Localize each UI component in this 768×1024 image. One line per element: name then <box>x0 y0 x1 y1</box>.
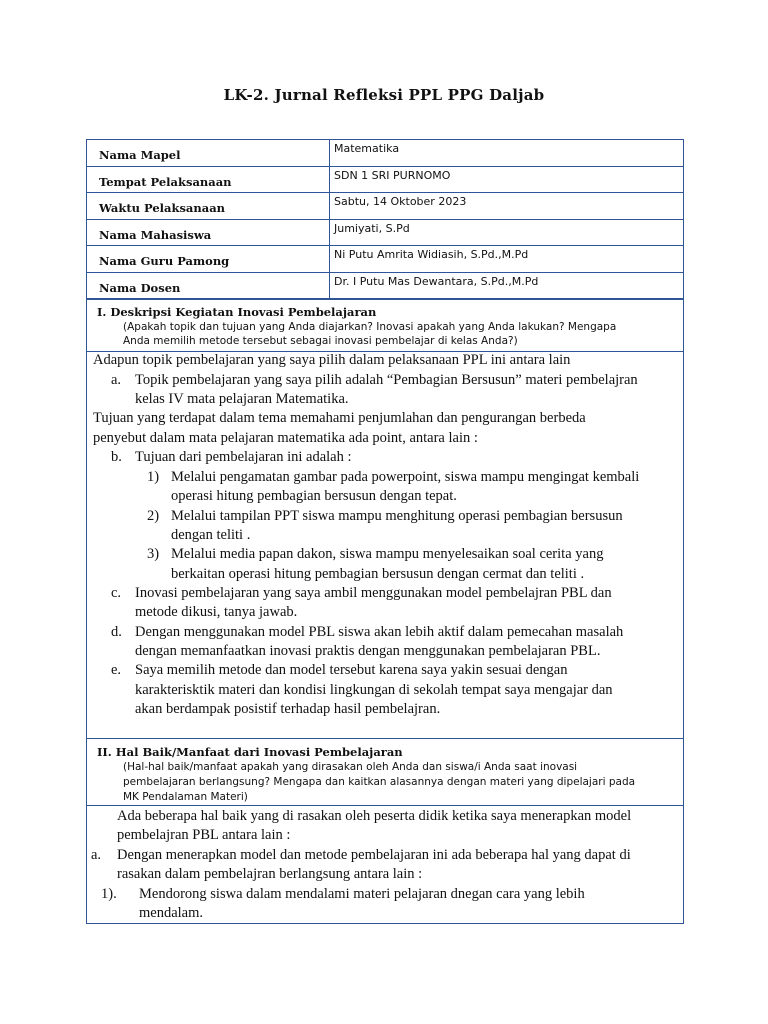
list-item-line: operasi hitung pembagian bersusun dengan tepat. <box>171 488 457 504</box>
info-row <box>87 193 684 220</box>
info-label: Waktu Pelaksanaan <box>87 193 330 220</box>
list-item-line: Melalui tampilan PPT siswa mampu menghitung operasi pembagian bersusun <box>171 508 623 524</box>
list-marker: c. <box>111 585 122 601</box>
section2-body <box>86 805 684 924</box>
info-value: Matematika <box>330 140 684 167</box>
list-item-line: metode dikusi, tanya jawab. <box>135 604 298 620</box>
info-label: Nama Mapel <box>87 140 330 167</box>
list-item-line: Mendorong siswa dalam mendalami materi pelajaran dnegan cara yang lebih <box>139 886 585 902</box>
list-marker: a. <box>111 372 122 388</box>
paragraph-line: Tujuan yang terdapat dalam tema memahami penjumlahan dan pengurangan berbeda <box>93 410 586 426</box>
section1-note-line: Anda memilih metode tersebut sebagai inovasi pembelajar di kelas Anda?) <box>123 335 518 347</box>
list-marker: 1). <box>101 886 117 902</box>
section1-heading: I. Deskripsi Kegiatan Inovasi Pembelajaran <box>97 305 377 319</box>
list-marker: e. <box>111 662 122 678</box>
list-marker: a. <box>91 847 102 863</box>
list-item-line: Tujuan dari pembelajaran ini adalah : <box>135 449 352 465</box>
list-item-line: Saya memilih metode dan model tersebut karena saya yakin sesuai dengan <box>135 662 568 678</box>
section2-note-line: (Hal-hal baik/manfaat apakah yang dirasakan oleh Anda dan siswa/i Anda saat inovasi <box>123 761 578 773</box>
list-item-line: kelas IV mata pelajaran Matematika. <box>135 391 349 407</box>
section1-note-line: (Apakah topik dan tujuan yang Anda diajarkan? Inovasi apakah yang Anda lakukan? Mengapa <box>123 321 617 333</box>
list-marker: d. <box>111 624 122 640</box>
list-item-line: akan berdampak posistif terhadap hasil pembelajran. <box>135 701 441 717</box>
info-value: Jumiyati, S.Pd <box>330 219 684 246</box>
info-table <box>86 139 684 299</box>
info-row <box>87 166 684 193</box>
info-label: Tempat Pelaksanaan <box>87 166 330 193</box>
list-item-line: mendalam. <box>139 905 204 921</box>
section1-header <box>86 299 684 352</box>
list-item-line: Melalui pengamatan gambar pada powerpoint, siswa mampu mengingat kembali <box>171 469 640 485</box>
info-label: Nama Dosen <box>87 272 330 299</box>
list-item-line: dengan memanfaatkan inovasi praktis dengan menggunakan pembelajaran PBL. <box>135 643 601 659</box>
info-value: Dr. I Putu Mas Dewantara, S.Pd.,M.Pd <box>330 272 684 299</box>
section2-header <box>86 738 684 806</box>
list-item-line: berkaitan operasi hitung pembagian bersusun dengan cermat dan teliti . <box>171 566 585 582</box>
list-item-line: karakterisktik materi dan kondisi lingkungan di sekolah tempat saya mengajar dan <box>135 682 613 698</box>
list-marker: b. <box>111 449 122 465</box>
section2-note-line: MK Pendalaman Materi) <box>123 791 248 803</box>
list-marker: 1) <box>147 469 160 485</box>
info-row <box>87 219 684 246</box>
section1-body <box>86 351 684 739</box>
list-item-line: Dengan menerapkan model dan metode pembelajaran ini ada beberapa hal yang dapat di <box>117 847 631 863</box>
info-row <box>87 246 684 273</box>
paragraph-line: penyebut dalam mata pelajaran matematika ada point, antara lain : <box>93 430 478 446</box>
info-row <box>87 272 684 299</box>
list-item-line: dengan teliti . <box>171 527 251 543</box>
info-label: Nama Guru Pamong <box>87 246 330 273</box>
info-value: Sabtu, 14 Oktober 2023 <box>330 193 684 220</box>
paragraph-line: pembelajran PBL antara lain : <box>117 827 291 843</box>
info-value: Ni Putu Amrita Widiasih, S.Pd.,M.Pd <box>330 246 684 273</box>
list-item-line: Melalui media papan dakon, siswa mampu menyelesaikan soal cerita yang <box>171 546 604 562</box>
section2-heading: II. Hal Baik/Manfaat dari Inovasi Pembelajaran <box>97 745 403 759</box>
list-item-line: rasakan dalam pembelajran berlangsung antara lain : <box>117 866 423 882</box>
list-item-line: Dengan menggunakan model PBL siswa akan lebih aktif dalam pemecahan masalah <box>135 624 624 640</box>
list-item-line: Topik pembelajaran yang saya pilih adalah “Pembagian Bersusun” materi pembelajran <box>135 372 638 388</box>
section1-intro: Adapun topik pembelajaran yang saya pilih dalam pelaksanaan PPL ini antara lain <box>93 352 571 368</box>
info-value: SDN 1 SRI PURNOMO <box>330 166 684 193</box>
paragraph-line: Ada beberapa hal baik yang di rasakan oleh peserta didik ketika saya menerapkan model <box>117 808 632 824</box>
list-item-line: Inovasi pembelajaran yang saya ambil menggunakan model pembelajran PBL dan <box>135 585 612 601</box>
info-label: Nama Mahasiswa <box>87 219 330 246</box>
section2-note-line: pembelajaran berlangsung? Mengapa dan kaitkan alasannya dengan materi yang dipelajari pada <box>123 776 636 788</box>
list-marker: 2) <box>147 508 160 524</box>
list-marker: 3) <box>147 546 160 562</box>
info-row <box>87 140 684 167</box>
document-title: LK-2. Jurnal Refleksi PPL PPG Daljab <box>223 86 545 104</box>
